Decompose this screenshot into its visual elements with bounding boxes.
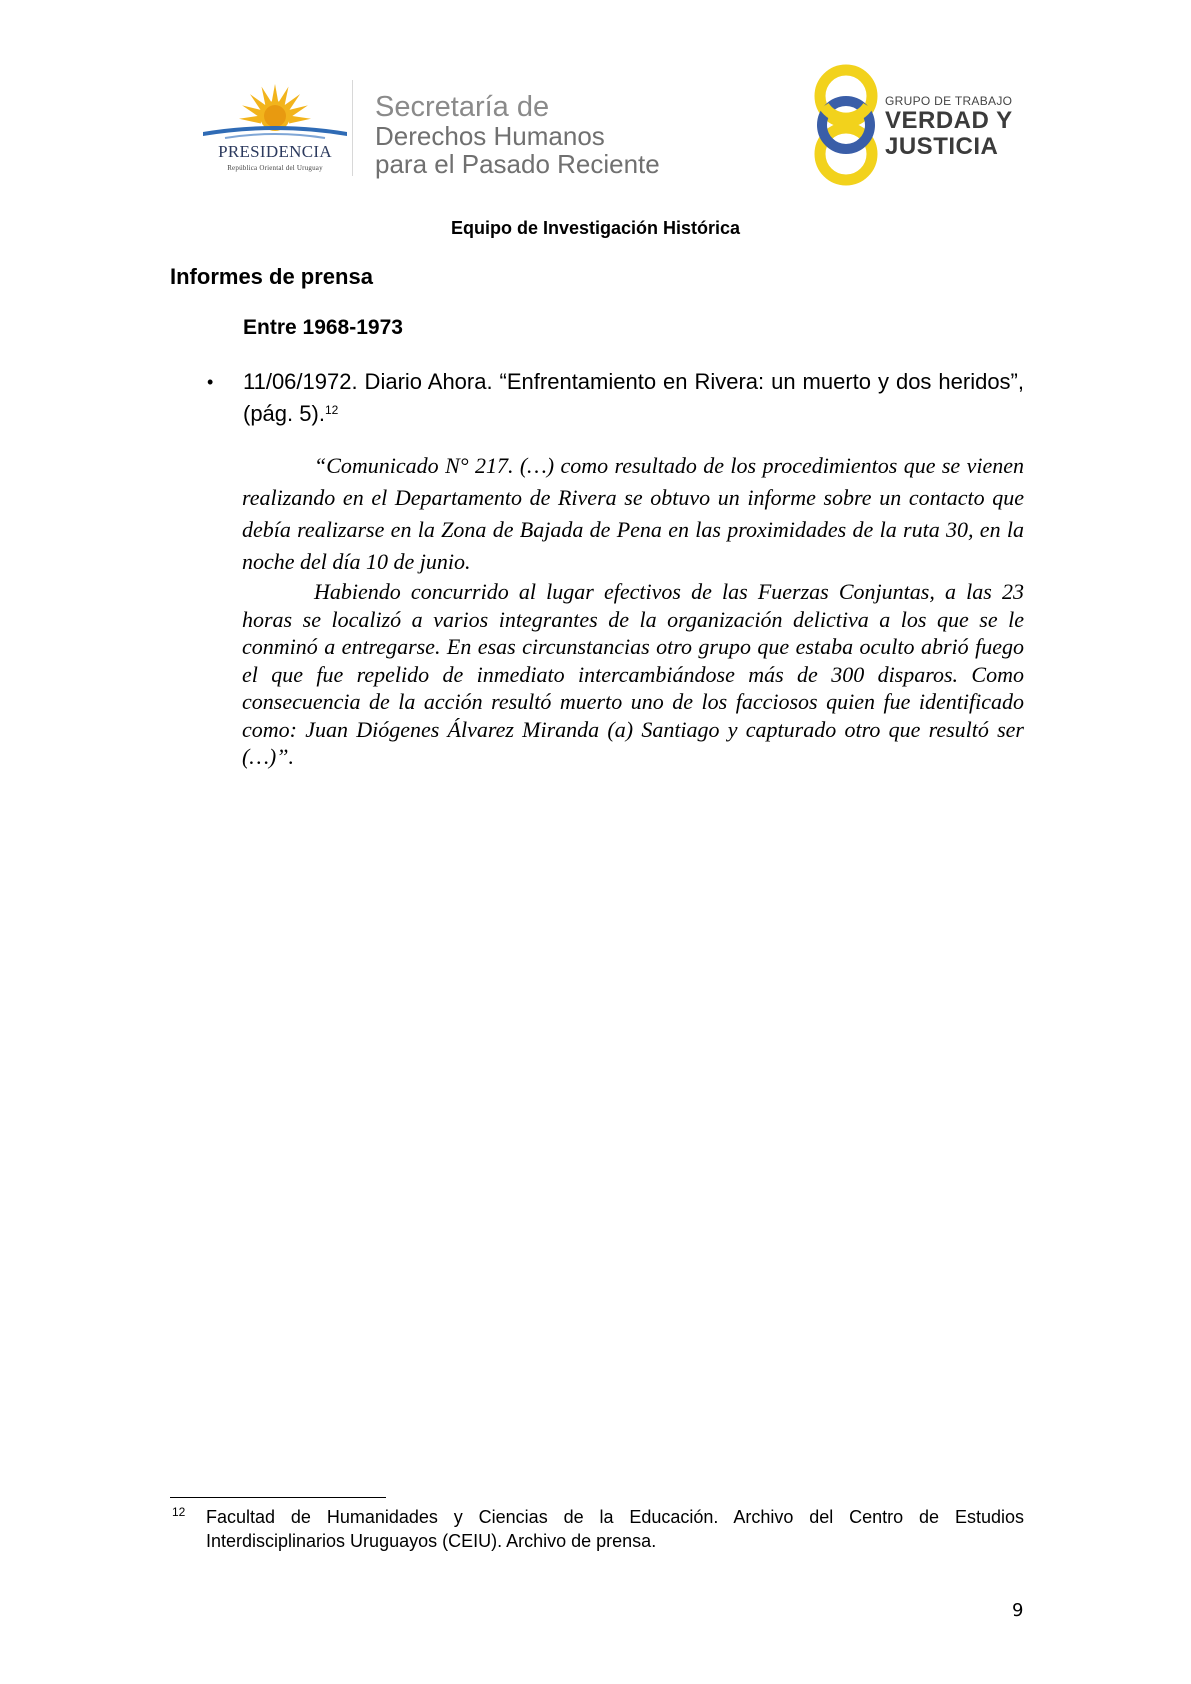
team-title: Equipo de Investigación Histórica: [450, 218, 741, 238]
secretaria-logo-text: [375, 92, 660, 178]
block-quote: [242, 450, 1024, 771]
press-entry: [243, 366, 1024, 430]
page-number: 9: [1012, 1600, 1024, 1621]
press-entry-text: 11/06/1972. Diario Ahora. “Enfrentamiento en Rivera: un muerto y dos heridos”, (pág. 5).: [243, 369, 1024, 426]
footnote-number: 12: [172, 1505, 186, 1519]
grupo-trabajo-logo: [808, 62, 1048, 188]
footnote-divider: [170, 1497, 386, 1498]
rings-icon: [808, 62, 888, 188]
presidencia-subtitle: República Oriental del Uruguay: [227, 164, 323, 172]
quote-paragraph-2: Habiendo concurrido al lugar efectivos de las Fuerzas Conjuntas, a las 23 horas se localizó a varios integrantes de la organización delictiva a los que se le conminó a entregarse. En esas circunstancias otro grupo que estaba oculto abrió fuego el que fue repelido de inmediato intercambiándose más de 300 disparos. Como consecuencia de la acción resultó muerto uno de los facciosos quien fue identificado como: Juan Diógenes Álvarez Miranda (a) Santiago y capturado otro que resultó ser (…)”.: [242, 579, 1024, 769]
footnote-reference[interactable]: 12: [324, 403, 339, 417]
grupo-trabajo-line-1: GRUPO DE TRABAJO: [885, 94, 1013, 108]
subsection-title: Entre 1968-1973: [243, 316, 403, 339]
quote-paragraph-1: “Comunicado N° 217. (…) como resultado de los procedimientos que se vienen realizando en el Departamento de Rivera se obtuvo un informe sobre un contacto que debía realizarse en la Zona de Bajada de Pena en las proximidades de la ruta 30, en la noche del día 10 de junio.: [242, 453, 1024, 574]
grupo-trabajo-line-3: JUSTICIA: [885, 133, 999, 160]
page-header: [0, 0, 1191, 200]
grupo-trabajo-line-2: VERDAD Y: [885, 107, 1013, 134]
sun-icon: [195, 80, 355, 142]
grupo-trabajo-text: [885, 94, 1013, 160]
secretaria-line-3: para el Pasado Reciente: [375, 149, 660, 179]
section-title: Informes de prensa: [170, 264, 373, 289]
presidencia-name: PRESIDENCIA: [218, 142, 332, 161]
footnote-text: Facultad de Humanidades y Ciencias de la Educación. Archivo del Centro de Estudios Interdisciplinarios Uruguayos (CEIU). Archivo de prensa.: [206, 1507, 1024, 1551]
presidencia-logo: [195, 80, 355, 180]
secretaria-line-2: Derechos Humanos: [375, 121, 605, 151]
secretaria-line-1: Secretaría de: [375, 91, 550, 123]
bullet-marker: •: [207, 372, 214, 392]
logo-divider: [352, 80, 353, 176]
